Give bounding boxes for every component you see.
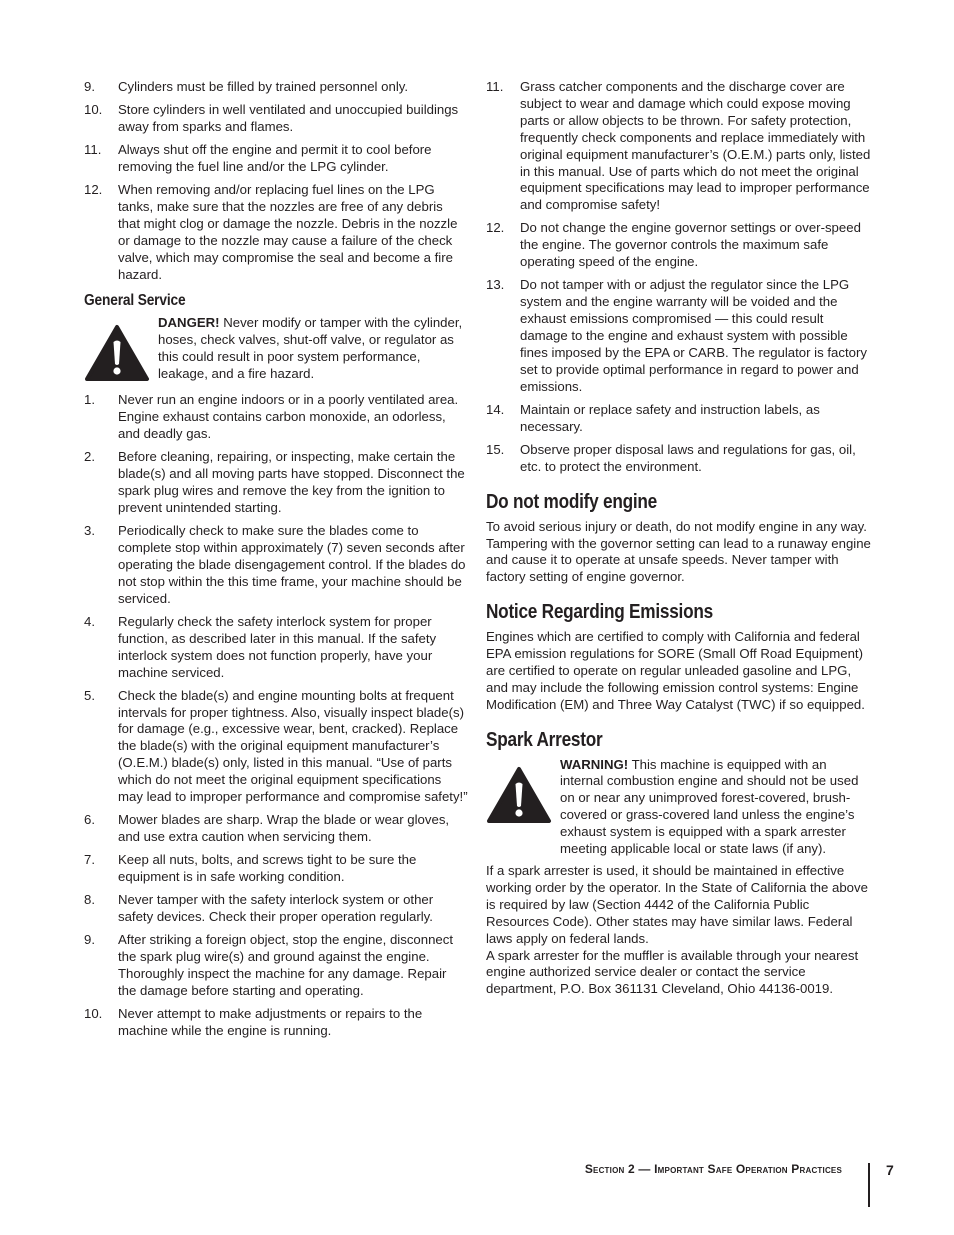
emissions-heading: Notice Regarding Emissions <box>486 600 713 624</box>
list-item: 12. Do not change the engine governor settings or over-speed the engine. The governor controls the maximum safe operating speed of the engine. <box>486 220 861 270</box>
section-footer <box>585 1162 842 1176</box>
do-not-modify-heading: Do not modify engine <box>486 489 657 513</box>
service-list <box>84 392 468 1039</box>
footer-divider <box>868 1163 870 1207</box>
warning-text <box>560 757 872 858</box>
list-item: 12. When removing and/or replacing fuel lines on the LPG tanks, make sure that the nozzles are free of any debris that might clog or damage the nozzle. Debris in the nozzle or damage to the nozzle may cause a failure of the check valve, which may compromise the seal and become a fire hazard. <box>84 182 458 282</box>
do-not-modify-text: To avoid serious injury or death, do not modify engine in any way. Tampering with the governor setting can lead to a runaway engine and cause it to operate at unsafe speeds. Never tamper with factory setting of engine governor. <box>486 518 871 585</box>
list-item: 15. Observe proper disposal laws and regulations for gas, oil, etc. to protect the environment. <box>486 441 856 474</box>
danger-text <box>158 315 468 383</box>
list-item: 6. Mower blades are sharp. Wrap the blade or wear gloves, and use extra caution when servicing them. <box>84 812 450 845</box>
danger-body: Never modify or tamper with the cylinder, hoses, check valves, shut-off valve, or regulator as this could result in poor system performance, leakage, and a fire hazard. <box>158 315 463 382</box>
list-item: 5. Check the blade(s) and engine mounting bolts at frequent intervals for proper tightness. Also, visually inspect blade(s) for damage (e.g., excessive wear, bent, cracked). Replace the blade(s) with the original equipment manufacturer’s (O.E.M.) blade(s) only, listed in this manual. “Use of parts which do not meet the original equipment specifications may lead to improper performance and compromise safety!” <box>84 687 468 805</box>
service-list-continued <box>486 79 872 476</box>
danger-label: DANGER! <box>158 315 220 331</box>
list-item: 10. Never attempt to make adjustments or repairs to the machine while the engine is running. <box>84 1005 423 1038</box>
list-item: 10. Store cylinders in well ventilated and unoccupied buildings away from sparks and flames. <box>84 102 459 134</box>
list-item: 14. Maintain or replace safety and instruction labels, as necessary. <box>486 401 820 434</box>
list-item: 4. Regularly check the safety interlock system for proper function, as described later in this manual. If the safety interlock system does not function properly, have your machine serviced. <box>84 613 437 680</box>
list-item: 2. Before cleaning, repairing, or inspecting, make certain the blade(s) and all moving parts have stopped. Disconnect the spark plug wires and remove the key from the ignition to prevent unintended starting. <box>84 449 465 515</box>
exclamation-triangle-icon <box>84 315 158 387</box>
warning-label: WARNING! <box>560 756 629 772</box>
danger-notice <box>84 315 468 387</box>
list-item: 7. Keep all nuts, bolts, and screws tight to be sure the equipment is in safe working condition. <box>84 852 417 885</box>
list-item: 11. Always shut off the engine and permit it to cool before removing the fuel line and/or the LPG cylinder. <box>84 142 432 174</box>
spark-arrester-paragraph: A spark arrester for the muffler is available through your nearest engine authorized service dealer or contact the service department, P.O. Box 361131 Cleveland, Ohio 44136-0019. <box>486 947 859 997</box>
list-item: 9. Cylinders must be filled by trained personnel only. <box>84 79 409 94</box>
warning-body: This machine is equipped with an internal combustion engine and should not be used on or near any unimproved forest-covered, brush-covered or grass-covered land unless the engine’s exhaust system is equipped with a spark arrester meeting applicable local or state laws (if any). <box>560 756 859 857</box>
list-item: 3. Periodically check to make sure the blades come to complete stop within approximately (7) seven seconds after operating the blade disengagement control. If the blades do not stop within the this time frame, your machine should be serviced. <box>84 523 466 606</box>
spark-arrester-paragraph: If a spark arrester is used, it should be maintained in effective working order by the operator. In the State of California the above is required by law (Section 4442 of the California Public Resources Code). Other states may have similar laws. Federal laws apply on federal lands. <box>486 863 868 946</box>
emissions-text: Engines which are certified to comply with California and federal EPA emission regulations for SORE (Small Off Road Equipment) are certified to operate on regular unleaded gasoline and LPG, and may include the following emission control systems: Engine Modification (EM) and Three Way Catalyst (TWC) if so equipped. <box>486 629 865 712</box>
warning-notice <box>486 757 872 858</box>
list-item: 1. Never run an engine indoors or in a poorly ventilated area. Engine exhaust contains carbon monoxide, an odorless, and deadly gas. <box>84 392 459 442</box>
list-item: 13. Do not tamper with or adjust the regulator since the LPG system and the engine warranty will be voided and the exhaust emissions compromised — this could result damage to the engine and exhaust system with possible fines imposed by the EPA or CARB. The regulator is factory set to provide optimal performance in regard to power and emissions. <box>486 277 867 394</box>
list-item: 11. Grass catcher components and the discharge cover are subject to wear and damage which could expose moving parts or allow objects to be thrown. For safety protection, frequently check components and replace immediately with original equipment manufacturer’s (O.E.M.) parts only, listed in this manual. Use of parts which do not meet the original equipment specifications may lead to improper performance and compromise safety! <box>486 79 871 213</box>
section-title: Section 2 — Important Safe Operation Practices <box>584 1162 842 1176</box>
right-column <box>486 79 872 998</box>
list-item: 8. Never tamper with the safety interlock system or other safety devices. Check their proper operation regularly. <box>84 892 434 925</box>
page-number: 7 <box>886 1162 894 1178</box>
spark-arrestor-heading: Spark Arrestor <box>486 727 603 751</box>
left-column <box>84 79 468 1046</box>
general-service-heading: General Service <box>84 291 186 309</box>
exclamation-triangle-icon <box>486 757 560 829</box>
list-item: 9. After striking a foreign object, stop the engine, disconnect the spark plug wire(s) and ground against the engine. Thoroughly inspect the machine for any damage. Repair the damage before starting and operating. <box>84 932 454 998</box>
fuel-list <box>84 79 468 284</box>
